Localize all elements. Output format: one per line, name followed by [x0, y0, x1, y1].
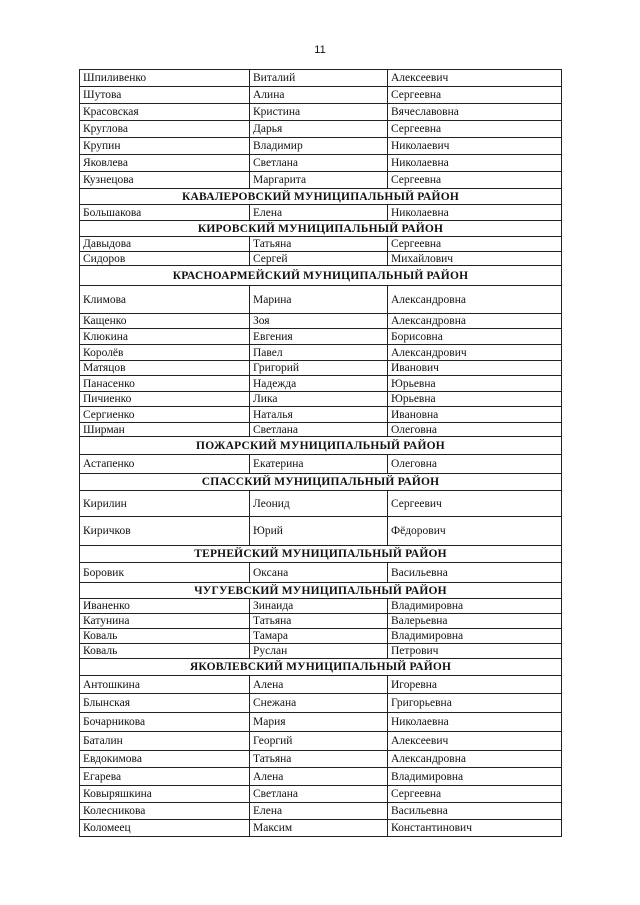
first-name-cell: Зинаида — [250, 599, 388, 614]
first-name-cell: Светлана — [250, 786, 388, 803]
patronymic-cell: Алексеевич — [388, 70, 562, 87]
patronymic-cell: Николаевна — [388, 713, 562, 732]
surname-cell: Красовская — [80, 104, 250, 121]
surname-cell: Большакова — [80, 205, 250, 221]
first-name-cell: Кристина — [250, 104, 388, 121]
patronymic-cell: Валерьевна — [388, 614, 562, 629]
patronymic-cell: Николаевна — [388, 155, 562, 172]
district-name: ЯКОВЛЕВСКИЙ МУНИЦИПАЛЬНЫЙ РАЙОН — [80, 659, 562, 676]
surname-cell: Катунина — [80, 614, 250, 629]
surname-cell: Пичиенко — [80, 392, 250, 407]
patronymic-cell: Александровна — [388, 751, 562, 768]
surname-cell: Сидоров — [80, 252, 250, 266]
table-row — [80, 286, 562, 314]
patronymic-cell: Владимировна — [388, 629, 562, 644]
first-name-cell: Алена — [250, 676, 388, 694]
surname-cell: Кирилин — [80, 491, 250, 517]
surname-cell: Королёв — [80, 345, 250, 361]
first-name-cell: Мария — [250, 713, 388, 732]
table-row — [80, 155, 562, 172]
surname-cell: Евдокимова — [80, 751, 250, 768]
first-name-cell: Маргарита — [250, 172, 388, 189]
patronymic-cell: Николаевна — [388, 205, 562, 221]
table-row — [80, 87, 562, 104]
table-row — [80, 786, 562, 803]
patronymic-cell: Сергеевна — [388, 786, 562, 803]
first-name-cell: Виталий — [250, 70, 388, 87]
table-row — [80, 713, 562, 732]
table-row — [80, 599, 562, 614]
patronymic-cell: Константинович — [388, 820, 562, 837]
first-name-cell: Снежана — [250, 694, 388, 713]
surname-cell: Крупин — [80, 138, 250, 155]
table-row — [80, 104, 562, 121]
table-row — [80, 629, 562, 644]
first-name-cell: Елена — [250, 803, 388, 820]
district-header-row — [80, 546, 562, 563]
first-name-cell: Надежда — [250, 376, 388, 392]
patronymic-cell: Васильевна — [388, 803, 562, 820]
surname-cell: Шутова — [80, 87, 250, 104]
first-name-cell: Тамара — [250, 629, 388, 644]
table-row — [80, 751, 562, 768]
district-name: ЧУГУЕВСКИЙ МУНИЦИПАЛЬНЫЙ РАЙОН — [80, 583, 562, 599]
surname-cell: Ширман — [80, 423, 250, 437]
surname-cell: Климова — [80, 286, 250, 314]
district-name: ПОЖАРСКИЙ МУНИЦИПАЛЬНЫЙ РАЙОН — [80, 437, 562, 455]
first-name-cell: Максим — [250, 820, 388, 837]
patronymic-cell: Юрьевна — [388, 376, 562, 392]
table-row — [80, 517, 562, 546]
patronymic-cell: Васильевна — [388, 563, 562, 583]
surname-cell: Круглова — [80, 121, 250, 138]
patronymic-cell: Олеговна — [388, 455, 562, 474]
first-name-cell: Евгения — [250, 329, 388, 345]
surname-cell: Матяцов — [80, 361, 250, 376]
patronymic-cell: Владимировна — [388, 599, 562, 614]
surname-cell: Шпиливенко — [80, 70, 250, 87]
district-header-row — [80, 474, 562, 491]
patronymic-cell: Сергеевна — [388, 237, 562, 252]
first-name-cell: Екатерина — [250, 455, 388, 474]
table-row — [80, 70, 562, 87]
first-name-cell: Леонид — [250, 491, 388, 517]
table-row — [80, 345, 562, 361]
first-name-cell: Татьяна — [250, 751, 388, 768]
surname-cell: Коваль — [80, 629, 250, 644]
district-name: СПАССКИЙ МУНИЦИПАЛЬНЫЙ РАЙОН — [80, 474, 562, 491]
table-row — [80, 121, 562, 138]
first-name-cell: Елена — [250, 205, 388, 221]
district-header-row — [80, 266, 562, 286]
first-name-cell: Алина — [250, 87, 388, 104]
district-header-row — [80, 659, 562, 676]
first-name-cell: Алена — [250, 768, 388, 786]
first-name-cell: Марина — [250, 286, 388, 314]
district-name: КАВАЛЕРОВСКИЙ МУНИЦИПАЛЬНЫЙ РАЙОН — [80, 189, 562, 205]
patronymic-cell: Алексеевич — [388, 732, 562, 751]
table-row — [80, 376, 562, 392]
first-name-cell: Сергей — [250, 252, 388, 266]
table-row — [80, 314, 562, 329]
surname-cell: Баталин — [80, 732, 250, 751]
table-row — [80, 563, 562, 583]
first-name-cell: Наталья — [250, 407, 388, 423]
table-body — [80, 70, 562, 837]
patronymic-cell: Михайлович — [388, 252, 562, 266]
table-row — [80, 205, 562, 221]
table-row — [80, 803, 562, 820]
surname-cell: Кузнецова — [80, 172, 250, 189]
surname-cell: Астапенко — [80, 455, 250, 474]
surname-cell: Коваль — [80, 644, 250, 659]
table-row — [80, 491, 562, 517]
first-name-cell: Григорий — [250, 361, 388, 376]
first-name-cell: Светлана — [250, 155, 388, 172]
table-row — [80, 614, 562, 629]
surname-cell: Иваненко — [80, 599, 250, 614]
first-name-cell: Светлана — [250, 423, 388, 437]
surname-cell: Кащенко — [80, 314, 250, 329]
first-name-cell: Татьяна — [250, 237, 388, 252]
patronymic-cell: Фёдорович — [388, 517, 562, 546]
surname-cell: Яковлева — [80, 155, 250, 172]
table-row — [80, 172, 562, 189]
surname-cell: Антошкина — [80, 676, 250, 694]
page-number: 11 — [314, 44, 326, 56]
surname-cell: Давыдова — [80, 237, 250, 252]
table-row — [80, 329, 562, 345]
surname-cell: Клюкина — [80, 329, 250, 345]
patronymic-cell: Вячеславовна — [388, 104, 562, 121]
district-name: КРАСНОАРМЕЙСКИЙ МУНИЦИПАЛЬНЫЙ РАЙОН — [80, 266, 562, 286]
patronymic-cell: Ивановна — [388, 407, 562, 423]
first-name-cell: Георгий — [250, 732, 388, 751]
patronymic-cell: Борисовна — [388, 329, 562, 345]
patronymic-cell: Григорьевна — [388, 694, 562, 713]
surname-cell: Боровик — [80, 563, 250, 583]
district-header-row — [80, 221, 562, 237]
surname-cell: Киричков — [80, 517, 250, 546]
district-header-row — [80, 583, 562, 599]
patronymic-cell: Сергеевна — [388, 87, 562, 104]
surname-cell: Сергиенко — [80, 407, 250, 423]
surname-cell: Панасенко — [80, 376, 250, 392]
patronymic-cell: Олеговна — [388, 423, 562, 437]
table-row — [80, 732, 562, 751]
table-row — [80, 407, 562, 423]
first-name-cell: Оксана — [250, 563, 388, 583]
table-row — [80, 694, 562, 713]
participants-table — [79, 69, 562, 837]
district-header-row — [80, 437, 562, 455]
table-row — [80, 423, 562, 437]
patronymic-cell: Александровна — [388, 314, 562, 329]
surname-cell: Колесникова — [80, 803, 250, 820]
patronymic-cell: Иванович — [388, 361, 562, 376]
table-row — [80, 138, 562, 155]
patronymic-cell: Игоревна — [388, 676, 562, 694]
table-row — [80, 392, 562, 407]
patronymic-cell: Сергеевна — [388, 172, 562, 189]
table-row — [80, 252, 562, 266]
table-row — [80, 361, 562, 376]
surname-cell: Ковыряшкина — [80, 786, 250, 803]
table-row — [80, 237, 562, 252]
patronymic-cell: Юрьевна — [388, 392, 562, 407]
table-row — [80, 676, 562, 694]
table-row — [80, 644, 562, 659]
patronymic-cell: Александрович — [388, 345, 562, 361]
first-name-cell: Владимир — [250, 138, 388, 155]
first-name-cell: Юрий — [250, 517, 388, 546]
table-row — [80, 820, 562, 837]
patronymic-cell: Александровна — [388, 286, 562, 314]
first-name-cell: Дарья — [250, 121, 388, 138]
district-name: КИРОВСКИЙ МУНИЦИПАЛЬНЫЙ РАЙОН — [80, 221, 562, 237]
surname-cell: Бочарникова — [80, 713, 250, 732]
patronymic-cell: Николаевич — [388, 138, 562, 155]
first-name-cell: Павел — [250, 345, 388, 361]
district-header-row — [80, 189, 562, 205]
patronymic-cell: Сергеевич — [388, 491, 562, 517]
first-name-cell: Татьяна — [250, 614, 388, 629]
patronymic-cell: Владимировна — [388, 768, 562, 786]
table-row — [80, 768, 562, 786]
first-name-cell: Руслан — [250, 644, 388, 659]
patronymic-cell: Петрович — [388, 644, 562, 659]
first-name-cell: Лика — [250, 392, 388, 407]
surname-cell: Коломеец — [80, 820, 250, 837]
surname-cell: Блынская — [80, 694, 250, 713]
surname-cell: Егарева — [80, 768, 250, 786]
district-name: ТЕРНЕЙСКИЙ МУНИЦИПАЛЬНЫЙ РАЙОН — [80, 546, 562, 563]
patronymic-cell: Сергеевна — [388, 121, 562, 138]
table-row — [80, 455, 562, 474]
first-name-cell: Зоя — [250, 314, 388, 329]
